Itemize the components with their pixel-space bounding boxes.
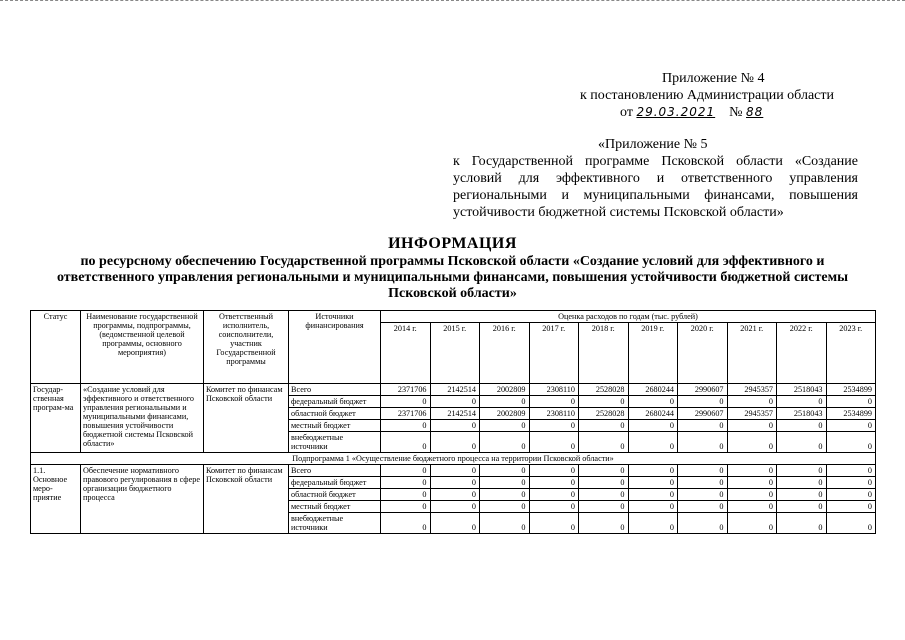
value-cell: 0 (579, 513, 629, 534)
value-cell: 0 (529, 489, 579, 501)
value-cell: 0 (727, 501, 777, 513)
value-cell: 0 (777, 420, 827, 432)
value-cell: 2002809 (480, 408, 530, 420)
source-cell: федеральный бюджет (289, 396, 381, 408)
value-cell: 0 (628, 489, 678, 501)
value-cell: 0 (826, 396, 876, 408)
value-cell: 0 (381, 396, 431, 408)
value-cell: 0 (430, 501, 480, 513)
year-header: 2019 г. (628, 323, 678, 384)
value-cell: 0 (678, 513, 728, 534)
source-cell: Всего (289, 384, 381, 396)
value-cell: 0 (430, 513, 480, 534)
activity-block (31, 465, 876, 534)
program-block (31, 384, 876, 453)
year-header: 2014 г. (381, 323, 431, 384)
value-cell: 0 (381, 432, 431, 453)
appendix-4-date-line (580, 104, 860, 121)
appendix-5-block (453, 136, 858, 221)
value-cell: 0 (381, 489, 431, 501)
appendix-5-title: «Приложение № 5 (598, 137, 708, 152)
value-cell: 0 (727, 465, 777, 477)
value-cell: 0 (777, 489, 827, 501)
value-cell: 0 (529, 513, 579, 534)
resource-table (30, 310, 876, 534)
value-cell: 2142514 (430, 408, 480, 420)
value-cell: 0 (826, 420, 876, 432)
value-cell: 0 (430, 432, 480, 453)
year-header: 2020 г. (678, 323, 728, 384)
year-header: 2016 г. (480, 323, 530, 384)
year-header: 2017 г. (529, 323, 579, 384)
value-cell: 0 (678, 477, 728, 489)
value-cell: 0 (579, 501, 629, 513)
value-cell: 2680244 (628, 384, 678, 396)
header-sources: Источники финансирования (289, 311, 381, 384)
year-header: 2023 г. (826, 323, 876, 384)
value-cell: 0 (480, 432, 530, 453)
header-costs: Оценка расходов по годам (тыс. рублей) (381, 311, 876, 323)
value-cell: 0 (579, 477, 629, 489)
value-cell: 0 (480, 420, 530, 432)
value-cell: 2518043 (777, 408, 827, 420)
value-cell: 0 (628, 477, 678, 489)
value-cell: 0 (826, 489, 876, 501)
value-cell: 2680244 (628, 408, 678, 420)
value-cell: 0 (628, 501, 678, 513)
value-cell: 0 (480, 489, 530, 501)
value-cell: 2534899 (826, 384, 876, 396)
value-cell: 0 (381, 501, 431, 513)
source-cell: Всего (289, 465, 381, 477)
value-cell: 2528028 (579, 408, 629, 420)
value-cell: 0 (529, 501, 579, 513)
heading-subtitle: по ресурсному обеспечению Государственной программы Псковской области «Создание условий для эффективного и ответственного управления региональными и муниципальными финансами, повышения устойчивости бюджетной системы Псковской области» (56, 254, 849, 301)
source-cell: внебюджетные источники (289, 432, 381, 453)
value-cell: 0 (529, 477, 579, 489)
value-cell: 0 (430, 477, 480, 489)
from-label: от (620, 105, 633, 120)
year-header: 2015 г. (430, 323, 480, 384)
value-cell: 0 (777, 477, 827, 489)
value-cell: 0 (678, 489, 728, 501)
value-cell: 0 (678, 396, 728, 408)
subprogram-title: Подпрограмма 1 «Осуществление бюджетного процесса на территории Псковской области» (31, 453, 876, 465)
value-cell: 0 (727, 420, 777, 432)
value-cell: 0 (430, 465, 480, 477)
source-cell: внебюджетные источники (289, 513, 381, 534)
value-cell: 0 (727, 477, 777, 489)
value-cell: 2371706 (381, 408, 431, 420)
value-cell: 0 (579, 465, 629, 477)
value-cell: 0 (480, 465, 530, 477)
value-cell: 0 (727, 489, 777, 501)
subprogram-row (31, 453, 876, 465)
value-cell: 0 (826, 513, 876, 534)
value-cell: 2990607 (678, 384, 728, 396)
value-cell: 0 (579, 420, 629, 432)
executor-cell: Комитет по финансам Псковской области (204, 465, 289, 534)
value-cell: 0 (826, 432, 876, 453)
value-cell: 0 (628, 465, 678, 477)
value-cell: 0 (628, 513, 678, 534)
year-header: 2021 г. (727, 323, 777, 384)
value-cell: 0 (777, 432, 827, 453)
value-cell: 0 (727, 513, 777, 534)
document-heading (30, 236, 875, 302)
value-cell: 0 (678, 465, 728, 477)
value-cell: 0 (529, 420, 579, 432)
value-cell: 2945357 (727, 384, 777, 396)
status-cell: Государ-ственная програм-ма (31, 384, 81, 453)
value-cell: 0 (430, 420, 480, 432)
value-cell: 0 (678, 501, 728, 513)
value-cell: 0 (628, 432, 678, 453)
status-cell: 1.1. Основное меро-приятие (31, 465, 81, 534)
value-cell: 0 (826, 465, 876, 477)
value-cell: 2518043 (777, 384, 827, 396)
value-cell: 2528028 (579, 384, 629, 396)
number-label: № (729, 105, 743, 120)
value-cell: 0 (430, 396, 480, 408)
source-cell: местный бюджет (289, 501, 381, 513)
value-cell: 2990607 (678, 408, 728, 420)
appendix-5-text: к Государственной программе Псковской области «Создание условий для эффективного и ответственного управления региональными и муниципальными финансами, повышения устойчивости бюджетной системы Псковской области» (453, 154, 858, 220)
value-cell: 0 (678, 420, 728, 432)
executor-cell: Комитет по финансам Псковской области (204, 384, 289, 453)
value-cell: 0 (381, 465, 431, 477)
decree-date: 29.03.2021 (636, 105, 716, 119)
appendix-4-decree: к постановлению Администрации области (580, 88, 834, 103)
table-row (31, 384, 876, 396)
value-cell: 0 (777, 513, 827, 534)
value-cell: 0 (678, 432, 728, 453)
value-cell: 0 (480, 501, 530, 513)
value-cell: 0 (529, 396, 579, 408)
value-cell: 2308110 (529, 408, 579, 420)
value-cell: 0 (381, 513, 431, 534)
header-executor: Ответственный исполнитель, соисполнители, участник Государственной программы (204, 311, 289, 384)
heading-title: ИНФОРМАЦИЯ (388, 235, 517, 252)
value-cell: 0 (430, 489, 480, 501)
value-cell: 0 (777, 501, 827, 513)
value-cell: 2142514 (430, 384, 480, 396)
appendix-4-title: Приложение № 4 (662, 71, 765, 86)
value-cell: 0 (480, 513, 530, 534)
value-cell: 0 (826, 477, 876, 489)
source-cell: местный бюджет (289, 420, 381, 432)
source-cell: федеральный бюджет (289, 477, 381, 489)
source-cell: областной бюджет (289, 489, 381, 501)
value-cell: 0 (579, 432, 629, 453)
value-cell: 2002809 (480, 384, 530, 396)
table-row (31, 465, 876, 477)
name-cell: «Создание условий для эффективного и ответственного управления региональными и муниципальными финансами, повышения устойчивости бюджетной системы Псковской области» (81, 384, 204, 453)
value-cell: 0 (826, 501, 876, 513)
header-status: Статус (31, 311, 81, 384)
name-cell: Обеспечение нормативного правового регулирования в сфере организации бюджетного процесса (81, 465, 204, 534)
year-header: 2018 г. (579, 323, 629, 384)
value-cell: 0 (480, 477, 530, 489)
value-cell: 0 (529, 465, 579, 477)
value-cell: 0 (628, 420, 678, 432)
value-cell: 0 (579, 489, 629, 501)
value-cell: 0 (480, 396, 530, 408)
value-cell: 0 (727, 396, 777, 408)
value-cell: 2308110 (529, 384, 579, 396)
value-cell: 0 (381, 420, 431, 432)
appendix-4-block (580, 70, 860, 121)
value-cell: 0 (628, 396, 678, 408)
value-cell: 0 (381, 477, 431, 489)
decree-number: 88 (746, 105, 764, 119)
year-header: 2022 г. (777, 323, 827, 384)
header-name: Наименование государственной программы, подпрограммы, (ведомственной целевой программы, основного мероприятия) (81, 311, 204, 384)
value-cell: 2534899 (826, 408, 876, 420)
table-header-row (31, 311, 876, 323)
value-cell: 0 (579, 396, 629, 408)
value-cell: 0 (529, 432, 579, 453)
scan-edge-line (0, 0, 905, 3)
value-cell: 0 (727, 432, 777, 453)
value-cell: 0 (777, 396, 827, 408)
source-cell: областной бюджет (289, 408, 381, 420)
value-cell: 2945357 (727, 408, 777, 420)
value-cell: 0 (777, 465, 827, 477)
value-cell: 2371706 (381, 384, 431, 396)
